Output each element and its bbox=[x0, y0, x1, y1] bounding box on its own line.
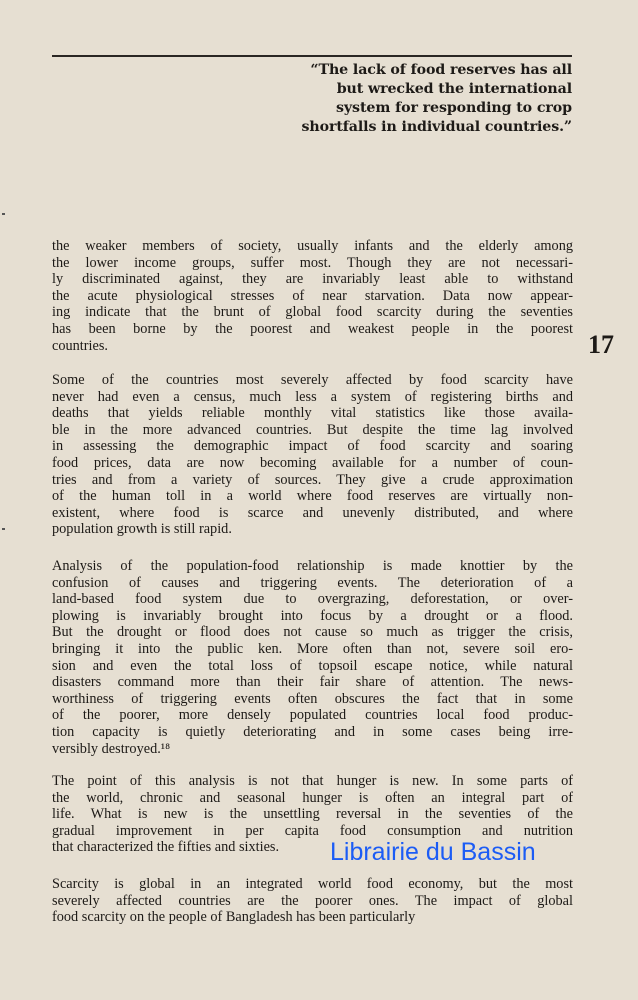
pull-quote-line: “The lack of food reserves has all bbox=[310, 62, 572, 78]
text-line: that characterized the fifties and sixties. bbox=[52, 839, 280, 856]
header-rule bbox=[52, 55, 572, 57]
paragraph bbox=[52, 372, 573, 538]
text-line: plowing is invariably brought into focus by a drought or a flood. bbox=[52, 607, 573, 624]
text-line: severely affected countries are the poorer ones. The impact of global bbox=[52, 892, 573, 909]
paragraph bbox=[52, 876, 573, 926]
text-line: Some of the countries most severely affected by food scarcity have bbox=[52, 372, 573, 388]
text-line: ing indicate that the brunt of global food scarcity during the seventies bbox=[52, 304, 573, 321]
text-line: existent, where food is scarce and unevenly distributed, and where bbox=[52, 504, 573, 521]
text-line: life. What is new is the unsettling reversal in the seventies of the bbox=[52, 806, 573, 823]
text-line: worthiness of triggering events often obscures the fact that in some bbox=[52, 690, 573, 707]
text-line: disasters command more than their fair share of attention. The news- bbox=[52, 674, 573, 691]
text-line: But the drought or flood does not cause so much as trigger the crisis, bbox=[52, 624, 573, 641]
text-line: food scarcity on the people of Bangladesh has been particularly bbox=[52, 909, 416, 926]
text-line: of the poorer, more densely populated countries local food produc- bbox=[52, 707, 573, 724]
text-line: in assessing the demographic impact of food scarcity and soaring bbox=[52, 438, 573, 455]
watermark: Librairie du Bassin bbox=[330, 838, 536, 866]
text-line: confusion of causes and triggering events. The deterioration of a bbox=[52, 574, 573, 591]
text-line: deaths that yields reliable monthly vital statistics like those availa- bbox=[52, 405, 573, 422]
text-line: sion and even the total loss of topsoil escape notice, while natural bbox=[52, 657, 573, 674]
pull-quote-line: system for responding to crop bbox=[336, 100, 572, 116]
text-line: Analysis of the population-food relationship is made knottier by the bbox=[52, 558, 573, 574]
text-line: versibly destroyed.¹⁸ bbox=[52, 740, 171, 757]
text-line: Scarcity is global in an integrated world food economy, but the most bbox=[52, 876, 573, 892]
text-line: countries. bbox=[52, 337, 108, 354]
text-line: bringing it into the public ken. More often than not, severe soil ero- bbox=[52, 640, 573, 657]
text-line: has been borne by the poorest and weakest people in the poorest bbox=[52, 320, 573, 337]
pull-quote-line: but wrecked the international bbox=[336, 81, 572, 97]
pull-quote-line: shortfalls in individual countries.” bbox=[301, 119, 572, 135]
text-line: the lower income groups, suffer most. Though they are not necessari- bbox=[52, 254, 573, 271]
pull-quote bbox=[301, 61, 572, 137]
text-line: the acute physiological stresses of near starvation. Data now appear- bbox=[52, 287, 573, 304]
paragraph bbox=[52, 238, 573, 354]
page-number: 17 bbox=[588, 330, 614, 359]
scan-mark bbox=[2, 213, 5, 215]
text-line: tion capacity is quietly deteriorating and in some cases being irre- bbox=[52, 723, 573, 740]
scan-mark bbox=[2, 528, 5, 530]
text-line: food prices, data are now becoming available for a number of coun- bbox=[52, 454, 573, 471]
text-line: never had even a census, much less a system of registering births and bbox=[52, 388, 573, 405]
paragraph bbox=[52, 558, 573, 757]
text-line: the weaker members of society, usually infants and the elderly among bbox=[52, 238, 573, 254]
text-line: land-based food system due to overgrazing, deforestation, or over- bbox=[52, 591, 573, 608]
text-line: the world, chronic and seasonal hunger is often an integral part of bbox=[52, 789, 573, 806]
text-line: ble in the more advanced countries. But despite the time lag involved bbox=[52, 421, 573, 438]
text-line: The point of this analysis is not that hunger is new. In some parts of bbox=[52, 773, 573, 789]
text-line: tries and from a variety of sources. They give a crude approximation bbox=[52, 471, 573, 488]
text-line: ly discriminated against, they are invariably least able to withstand bbox=[52, 271, 573, 288]
text-line: of the human toll in a world where food reserves are virtually non- bbox=[52, 488, 573, 505]
text-line: gradual improvement in per capita food consumption and nutrition bbox=[52, 822, 573, 839]
text-line: population growth is still rapid. bbox=[52, 521, 232, 538]
